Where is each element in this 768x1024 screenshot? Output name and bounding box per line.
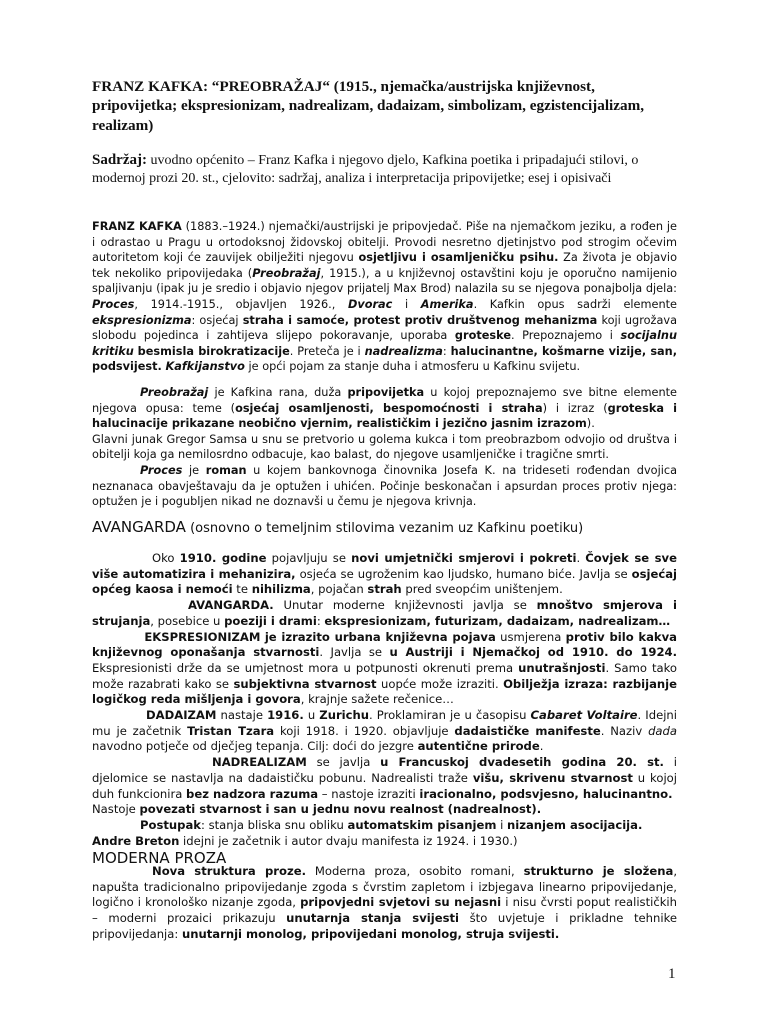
text-run: Moderna proza, osobito romani, xyxy=(306,864,524,878)
summary-text: uvodno općenito – Franz Kafka i njegovo djelo, Kafkina poetika i pripadajući stilovi, o modernoj prozi 20. st., cjelovito: sadržaj, analiza i interpretacija pripovijetke; esej i opisivači xyxy=(92,153,639,186)
bold-term: nihilizma xyxy=(251,582,311,597)
text-run: idejni je začetnik i autor dvaju manifesta iz 1924. i 1930.) xyxy=(179,833,518,848)
moderna-proza-heading: MODERNA PROZA xyxy=(92,849,227,867)
bold-term: FRANZ KAFKA xyxy=(92,220,182,233)
bold-term: DADAIZAM xyxy=(146,708,217,723)
text-run: se javlja xyxy=(306,755,381,770)
bold-term: EKSPRESIONIZAM xyxy=(144,629,261,644)
text-run: , 1914.-1915., objavljen 1926., xyxy=(134,297,348,311)
bold-term: bez nadzora razuma xyxy=(186,786,319,801)
avangarda-heading-sub: (osnovno o temeljnim stilovima vezanim uz Kafkinu poetiku) xyxy=(185,521,584,536)
text-run: je xyxy=(182,463,206,477)
bold-term: autentične prirode xyxy=(417,739,540,754)
text-run: navodno potječe od dječjeg tepanja. Cilj: doći do jezgre xyxy=(92,739,418,754)
text-run: . Preteča je i xyxy=(289,344,365,358)
bold-term: Postupak xyxy=(140,817,201,832)
text-run: Ekspresionisti drže da se umjetnost mora u potpunosti okrenuti prema xyxy=(92,660,519,675)
emphasized-term: Amerika xyxy=(420,297,474,311)
moderna-proza-paragraph xyxy=(92,864,677,943)
bold-term: pripovjedni svjetovi su nejasni xyxy=(300,895,502,910)
bold-term: iracionalno, podsvjesno, halucinantno. xyxy=(419,786,673,801)
text-run: ). xyxy=(586,417,595,431)
text-run: u xyxy=(303,708,320,723)
bold-term: nizanjem asocijacija. xyxy=(507,817,643,832)
bold-term: groteske xyxy=(454,329,511,343)
text-run: u kojem bankovnoga činovnika Josefa K. na trideseti rođendan dvojica neznanaca obavještavaju da je optužen i uhićen. Počinje beskonačan i apsurdan proces protiv njega: optužen je i pogubljen nikad ne doznavši u čemu je njegova krivnja. xyxy=(92,463,677,509)
text-run: osjeća se ugroženim kao ljudsko, humano biće. Javlja se xyxy=(295,566,632,581)
bold-term: pripovijetka xyxy=(347,386,425,399)
bold-term: Nova struktura proze. xyxy=(152,864,306,878)
bold-term: povezati stvarnost i san u jednu novu realnost (nadrealnost). xyxy=(139,802,542,817)
text-run: : xyxy=(442,344,451,358)
emphasized-term: Cabaret Voltaire xyxy=(530,708,638,723)
bold-term: Zurichu xyxy=(319,708,370,723)
bold-term: AVANGARDA. xyxy=(188,598,274,613)
text-run: . xyxy=(576,551,586,565)
text-run: pred sveopćim uništenjem. xyxy=(401,582,563,597)
text-run: koji 1918. i 1920. objavljuje xyxy=(274,723,455,738)
text-run: : stanja bliska snu obliku xyxy=(201,817,348,832)
emphasized-term: nadrealizma xyxy=(364,344,443,358)
text-run: . Proklamiran je u časopisu xyxy=(369,708,531,723)
bold-term: groteska i halucinacije prikazane neobično vjernim, realističkim i jezično jasnim izrazom xyxy=(92,401,678,431)
text-run: . Kafkin opus sadrži elemente xyxy=(473,297,677,311)
preobrazaj-paragraph xyxy=(92,385,677,510)
bold-term: straha i samoće, protest protiv društvenog mehanizma xyxy=(242,313,598,327)
text-run: : osjećaj xyxy=(191,313,243,327)
bold-term: osjetljivu i osamljeničku psihu. xyxy=(358,251,559,265)
avangarda-paragraph xyxy=(92,551,677,849)
text-run: što uvjetuje i prikladne tehnike pripovijedanja: xyxy=(92,911,677,941)
bold-term: osjećaj osamljenosti, bespomoćnosti i straha xyxy=(235,401,543,415)
text-run: ) i izraz ( xyxy=(542,401,608,415)
emphasized-term: Dvorac xyxy=(347,297,393,311)
emphasized-term: Proces xyxy=(140,463,183,477)
text-run: Oko xyxy=(152,551,180,565)
bold-term: poeziji i drami xyxy=(224,613,317,628)
bold-term: Tristan Tzara xyxy=(187,723,275,738)
text-run: , napušta tradicionalno pripovijedanje zgoda s čvrstim zapletom i izbjegava linearno pripovijedanje, logično i kronološko nizanje zgoda, xyxy=(92,864,678,910)
text-run: i xyxy=(496,817,507,832)
emphasized-term: Preobražaj xyxy=(252,266,321,280)
text-run: : xyxy=(316,613,325,628)
avangarda-heading xyxy=(92,517,677,539)
text-run: . Javlja se xyxy=(319,645,390,660)
bold-term: mnoštvo smjerova i strujanja xyxy=(92,598,678,628)
bold-term: dadaističke manifeste xyxy=(454,723,601,738)
text-run: , 1915.), a u književnoj ostavštini koju je oporučno namijenio spaljivanju (ipak ju je sredio i objavio njegov prijatelj Max Brod) nalazila su se njegova ponajbolja djela: xyxy=(92,266,678,296)
bold-term: višu, skrivenu stvarnost xyxy=(472,770,633,785)
bold-term: 1910. godine xyxy=(179,551,267,565)
bold-term: u Austriji i Njemačkoj od 1910. do 1924. xyxy=(389,645,677,660)
text-run: i nisu čvrsti poput realističkih – moderni prozaici prikazuju xyxy=(92,895,677,926)
emphasized-term: Kafkijanstvo xyxy=(165,360,245,374)
text-run: te xyxy=(232,582,252,597)
text-run: Za života je objavio tek nekoliko pripovijedaka ( xyxy=(92,251,677,280)
bold-term: besmisla birokratizacije xyxy=(137,344,290,358)
text-run: i djelomice se nastavlja na dadaističku pobunu. Nadrealisti traže xyxy=(92,755,677,785)
text-run: u kojoj duh funkcionira xyxy=(92,770,677,801)
bold-term: unutarnji monolog, pripovijedani monolog, struja svijesti. xyxy=(181,926,560,941)
text-run: Nastoje xyxy=(92,802,140,817)
text-run: i xyxy=(392,297,421,311)
bold-term: Čovjek se sve više automatizira i mehanizira, xyxy=(92,551,677,581)
bold-term: NADREALIZAM xyxy=(212,755,307,770)
kafka-paragraph xyxy=(92,219,677,375)
bold-term: halucinantne, košmarne vizije, san, podsvijest. xyxy=(92,344,678,374)
bold-term: unutrašnjosti xyxy=(518,660,606,675)
document-title: FRANZ KAFKA: “PREOBRAŽAJ“ (1915., njemačka/austrijska književnost, pripovijetka; ekspresionizam, nadrealizam, dadaizam, simbolizam, egzistencijalizam, realizam) xyxy=(92,78,645,134)
text-run: . Idejni mu je začetnik xyxy=(92,708,677,738)
text-run: Unutar moderne književnosti javlja se xyxy=(273,598,537,613)
emphasized-term: Preobražaj xyxy=(140,386,209,399)
text-run: . Samo tako može razabrati kako se xyxy=(92,660,677,691)
bold-term: strukturno je složena xyxy=(523,864,674,878)
text-run: uopće može izraziti. xyxy=(376,676,504,691)
bold-term: Andre Breton xyxy=(92,833,180,848)
summary-block xyxy=(92,151,677,188)
emphasized-term: ekspresionizma xyxy=(92,313,192,327)
bold-term: automatskim pisanjem xyxy=(347,817,497,832)
text-run: u kojoj prepoznajemo sve bitne elemente njegova opusa: teme ( xyxy=(92,386,677,415)
text-run: . xyxy=(539,739,544,754)
text-run: Glavni junak Gregor Samsa u snu se pretvorio u golema kukca i tom preobrazbom odvojio od društva i obitelji koja ga nemilosrdno odbacuje, kao balast, do njegove usamljeničke i tragične smrti. xyxy=(92,432,677,462)
summary-label: Sadržaj: xyxy=(92,152,147,168)
bold-term: je izrazito urbana književna pojava xyxy=(264,629,496,644)
text-run: je Kafkina rana, duža xyxy=(208,386,348,399)
emphasized-term: socijalnu kritiku xyxy=(92,329,678,358)
avangarda-heading-main: AVANGARDA xyxy=(92,518,186,536)
text-run: pojavljuju se xyxy=(266,551,352,565)
bold-term: osjećaj općeg kaosa i nemoći xyxy=(92,566,678,597)
text-run: koji ugrožava slobodu pojedinca i zahtijeva slijepo pokoravanje, uporaba xyxy=(92,313,677,343)
page-number: 1 xyxy=(668,966,676,982)
text-run: je opći pojam za stanje duha i atmosferu u Kafkinu svijetu. xyxy=(244,360,581,374)
bold-term: 1916. xyxy=(267,708,304,723)
bold-term: ekspresionizam, futurizam, dadaizam, nadrealizam… xyxy=(324,613,671,628)
emphasized-term: Proces xyxy=(92,297,135,311)
text-run: , krajnje sažete rečenice… xyxy=(300,692,454,707)
bold-term: roman xyxy=(205,463,247,477)
text-run: , posebice u xyxy=(150,613,225,628)
text-run: . Prepoznajemo i xyxy=(511,329,621,343)
text-run: (1883.–1924.) njemački/austrijski je pripovjedač. Piše na njemačkom jeziku, a rođen je i odrastao u Pragu u ortodoksnoj židovskoj obitelji. Provodi nesretno djetinjstvo pod strogim očevim autoritetom koji će zauvijek obilježiti njegovu xyxy=(92,220,677,265)
bold-term: unutarnja stanja svijesti xyxy=(286,911,459,926)
bold-term: strah xyxy=(367,582,402,597)
text-run: , pojačan xyxy=(310,582,368,597)
emphasized-term: dada xyxy=(648,723,677,738)
text-run: – nastoje izraziti xyxy=(318,786,420,801)
text-run: nastaje xyxy=(216,708,268,723)
text-run: usmjerena xyxy=(495,629,566,644)
bold-term: Obilježja izraza: razbijanje logičkog reda mišljenja i govora xyxy=(92,676,677,707)
bold-term: u Francuskoj dvadesetih godina 20. st. xyxy=(380,755,664,770)
bold-term: subjektivna stvarnost xyxy=(233,676,377,691)
bold-term: protiv bilo kakva književnog oponašanja stvarnosti xyxy=(92,629,678,660)
text-run: . Naziv xyxy=(600,723,649,738)
bold-term: novi umjetnički smjerovi i pokreti xyxy=(351,551,577,565)
